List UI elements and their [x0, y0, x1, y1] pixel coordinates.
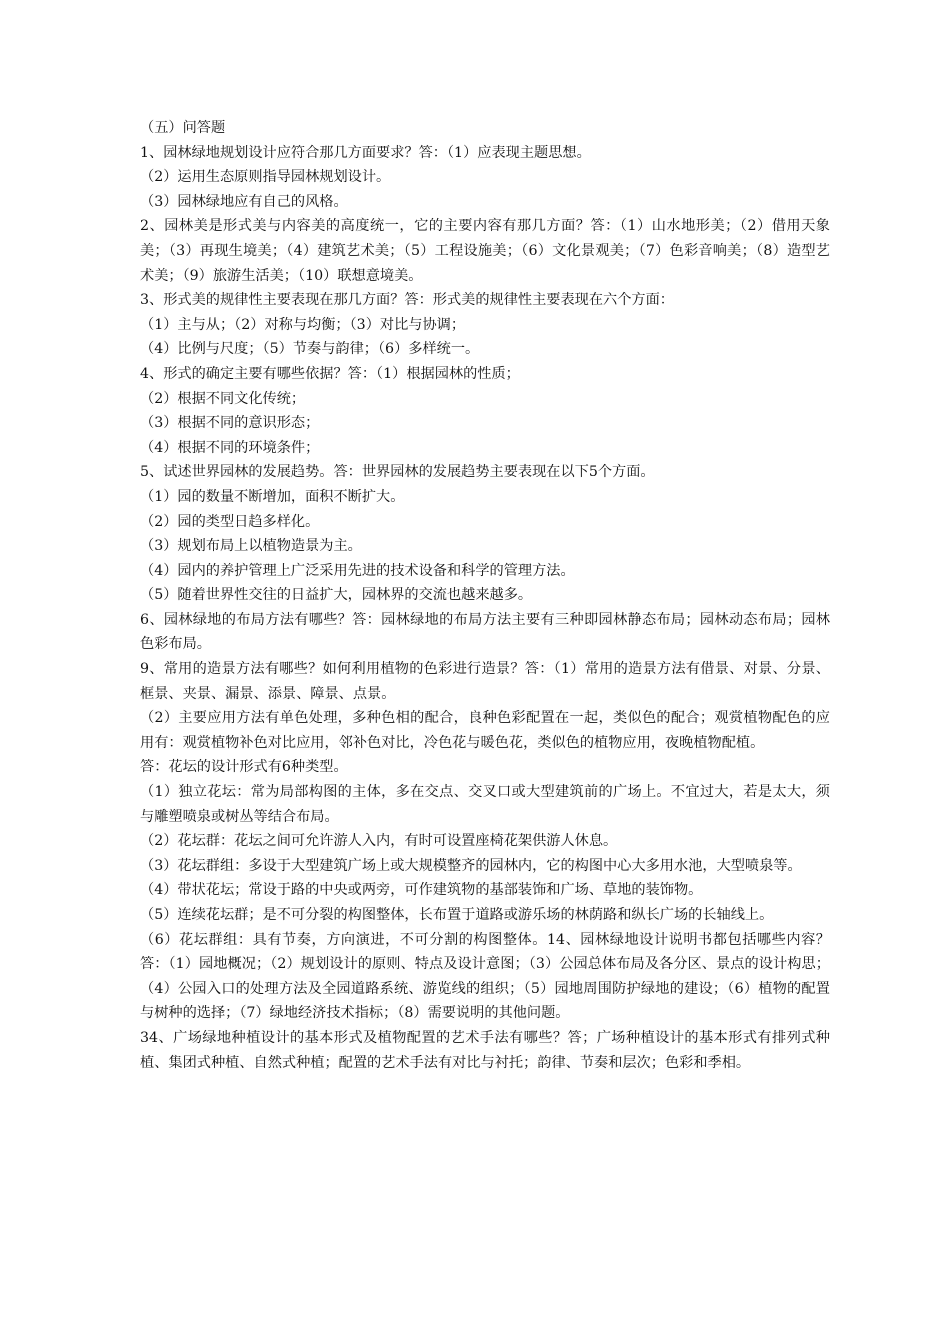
question-9-paragraph-2: （2）主要应用方法有单色处理，多种色相的配合，良种色彩配置在一起，类似色的配合；观赏植物配色的应用有：观赏植物补色对比应用，邻补色对比，冷色花与暖色花，类似色的植物应用，夜晚植物配植。: [140, 710, 830, 751]
question-1-line-3: （3）园林绿地应有自己的风格。: [140, 193, 348, 210]
question-9-paragraph-1: 9、常用的造景方法有哪些？如何利用植物的色彩进行造景？答：（1）常用的造景方法有借景、对景、分景、框景、夹景、漏景、添景、障景、点景。: [140, 661, 830, 702]
question-4-line-2: （2）根据不同文化传统；: [140, 390, 306, 407]
question-3-line-3: （4）比例与尺度；（5）节奏与韵律；（6）多样统一。: [140, 341, 480, 358]
question-5-line-1: 5、试述世界园林的发展趋势。答：世界园林的发展趋势主要表现在以下5个方面。: [140, 464, 655, 481]
question-5-line-6: （5）随着世界性交往的日益扩大，园林界的交流也越来越多。: [140, 587, 533, 604]
question-4-line-4: （4）根据不同的环境条件；: [140, 439, 320, 456]
question-34-paragraph: 34、广场绿地种植设计的基本形式及植物配置的艺术手法有哪些？答；广场种植设计的基本形式有排列式种植、集团式种植、自然式种植；配置的艺术手法有对比与衬托；韵律、节奏和层次；色彩和季相。: [140, 1029, 830, 1071]
flowerbed-item-1: （1）独立花坛：常为局部构图的主体，多在交点、交叉口或大型建筑前的广场上。不宜过大，若是太大，须与雕塑喷泉或树丛等结合布局。: [140, 784, 830, 825]
question-3-line-2: （1）主与从；（2）对称与均衡；（3）对比与协调；: [140, 316, 466, 333]
question-5-line-2: （1）园的数量不断增加，面积不断扩大。: [140, 488, 405, 505]
question-6-paragraph: 6、园林绿地的布局方法有哪些？答：园林绿地的布局方法主要有三种即园林静态布局；园林动态布局；园林色彩布局。: [140, 611, 830, 653]
question-5-line-3: （2）园的类型日趋多样化。: [140, 513, 320, 530]
document-page: [140, 116, 830, 1075]
question-4-line-1: 4、形式的确定主要有哪些依据？答：（1）根据园林的性质；: [140, 365, 520, 382]
question-3-line-1: 3、形式美的规律性主要表现在那几方面？答：形式美的规律性主要表现在六个方面：: [140, 292, 674, 309]
flowerbed-item-2: （2）花坛群：花坛之间可允许游人入内，有时可设置座椅花架供游人休息。: [140, 833, 618, 850]
question-1-line-2: （2）运用生态原则指导园林规划设计。: [140, 169, 391, 186]
question-1-line-1: 1、园林绿地规划设计应符合那几方面要求？答：（1）应表现主题思想。: [140, 144, 591, 161]
section-heading: （五）问答题: [140, 120, 226, 136]
flowerbed-item-6: （6）花坛群组：具有节奏，方向演进，不可分割的构图整体。14、园林绿地设计说明书都包括哪些内容？答：（1）园地概况；（2）规划设计的原则、特点及设计意图；（3）公园总体布局及各分区、景点的设计构思；（4）公园入口的处理方法及全园道路系统、游览线的组织；（5）园地周围防护绿地的建设；（6）植物的配置与树种的选择；（7）绿地经济技术指标；（8）需要说明的其他问题。: [140, 931, 830, 1022]
question-2-paragraph: 2、园林美是形式美与内容美的高度统一，它的主要内容有那几方面？答：（1）山水地形美；（2）借用天象美；（3）再现生境美；（4）建筑艺术美；（5）工程设施美；（6）文化景观美；（7）色彩音响美；（8）造型艺术美；（9）旅游生活美；（10）联想意境美。: [140, 218, 830, 284]
flowerbed-intro: 答：花坛的设计形式有6种类型。: [140, 759, 348, 776]
flowerbed-item-4: （4）带状花坛；常设于路的中央或两旁，可作建筑物的基部装饰和广场、草地的装饰物。: [140, 882, 703, 899]
question-5-line-4: （3）规划布局上以植物造景为主。: [140, 538, 362, 555]
flowerbed-item-5: （5）连续花坛群；是不可分裂的构图整体，长布置于道路或游乐场的林荫路和纵长广场的长轴线上。: [140, 907, 774, 923]
flowerbed-item-3: （3）花坛群组：多设于大型建筑广场上或大规模整齐的园林内，它的构图中心大多用水池，大型喷泉等。: [140, 857, 802, 874]
question-5-line-5: （4）园内的养护管理上广泛采用先进的技术设备和科学的管理方法。: [140, 562, 575, 579]
question-4-line-3: （3）根据不同的意识形态；: [140, 415, 320, 432]
